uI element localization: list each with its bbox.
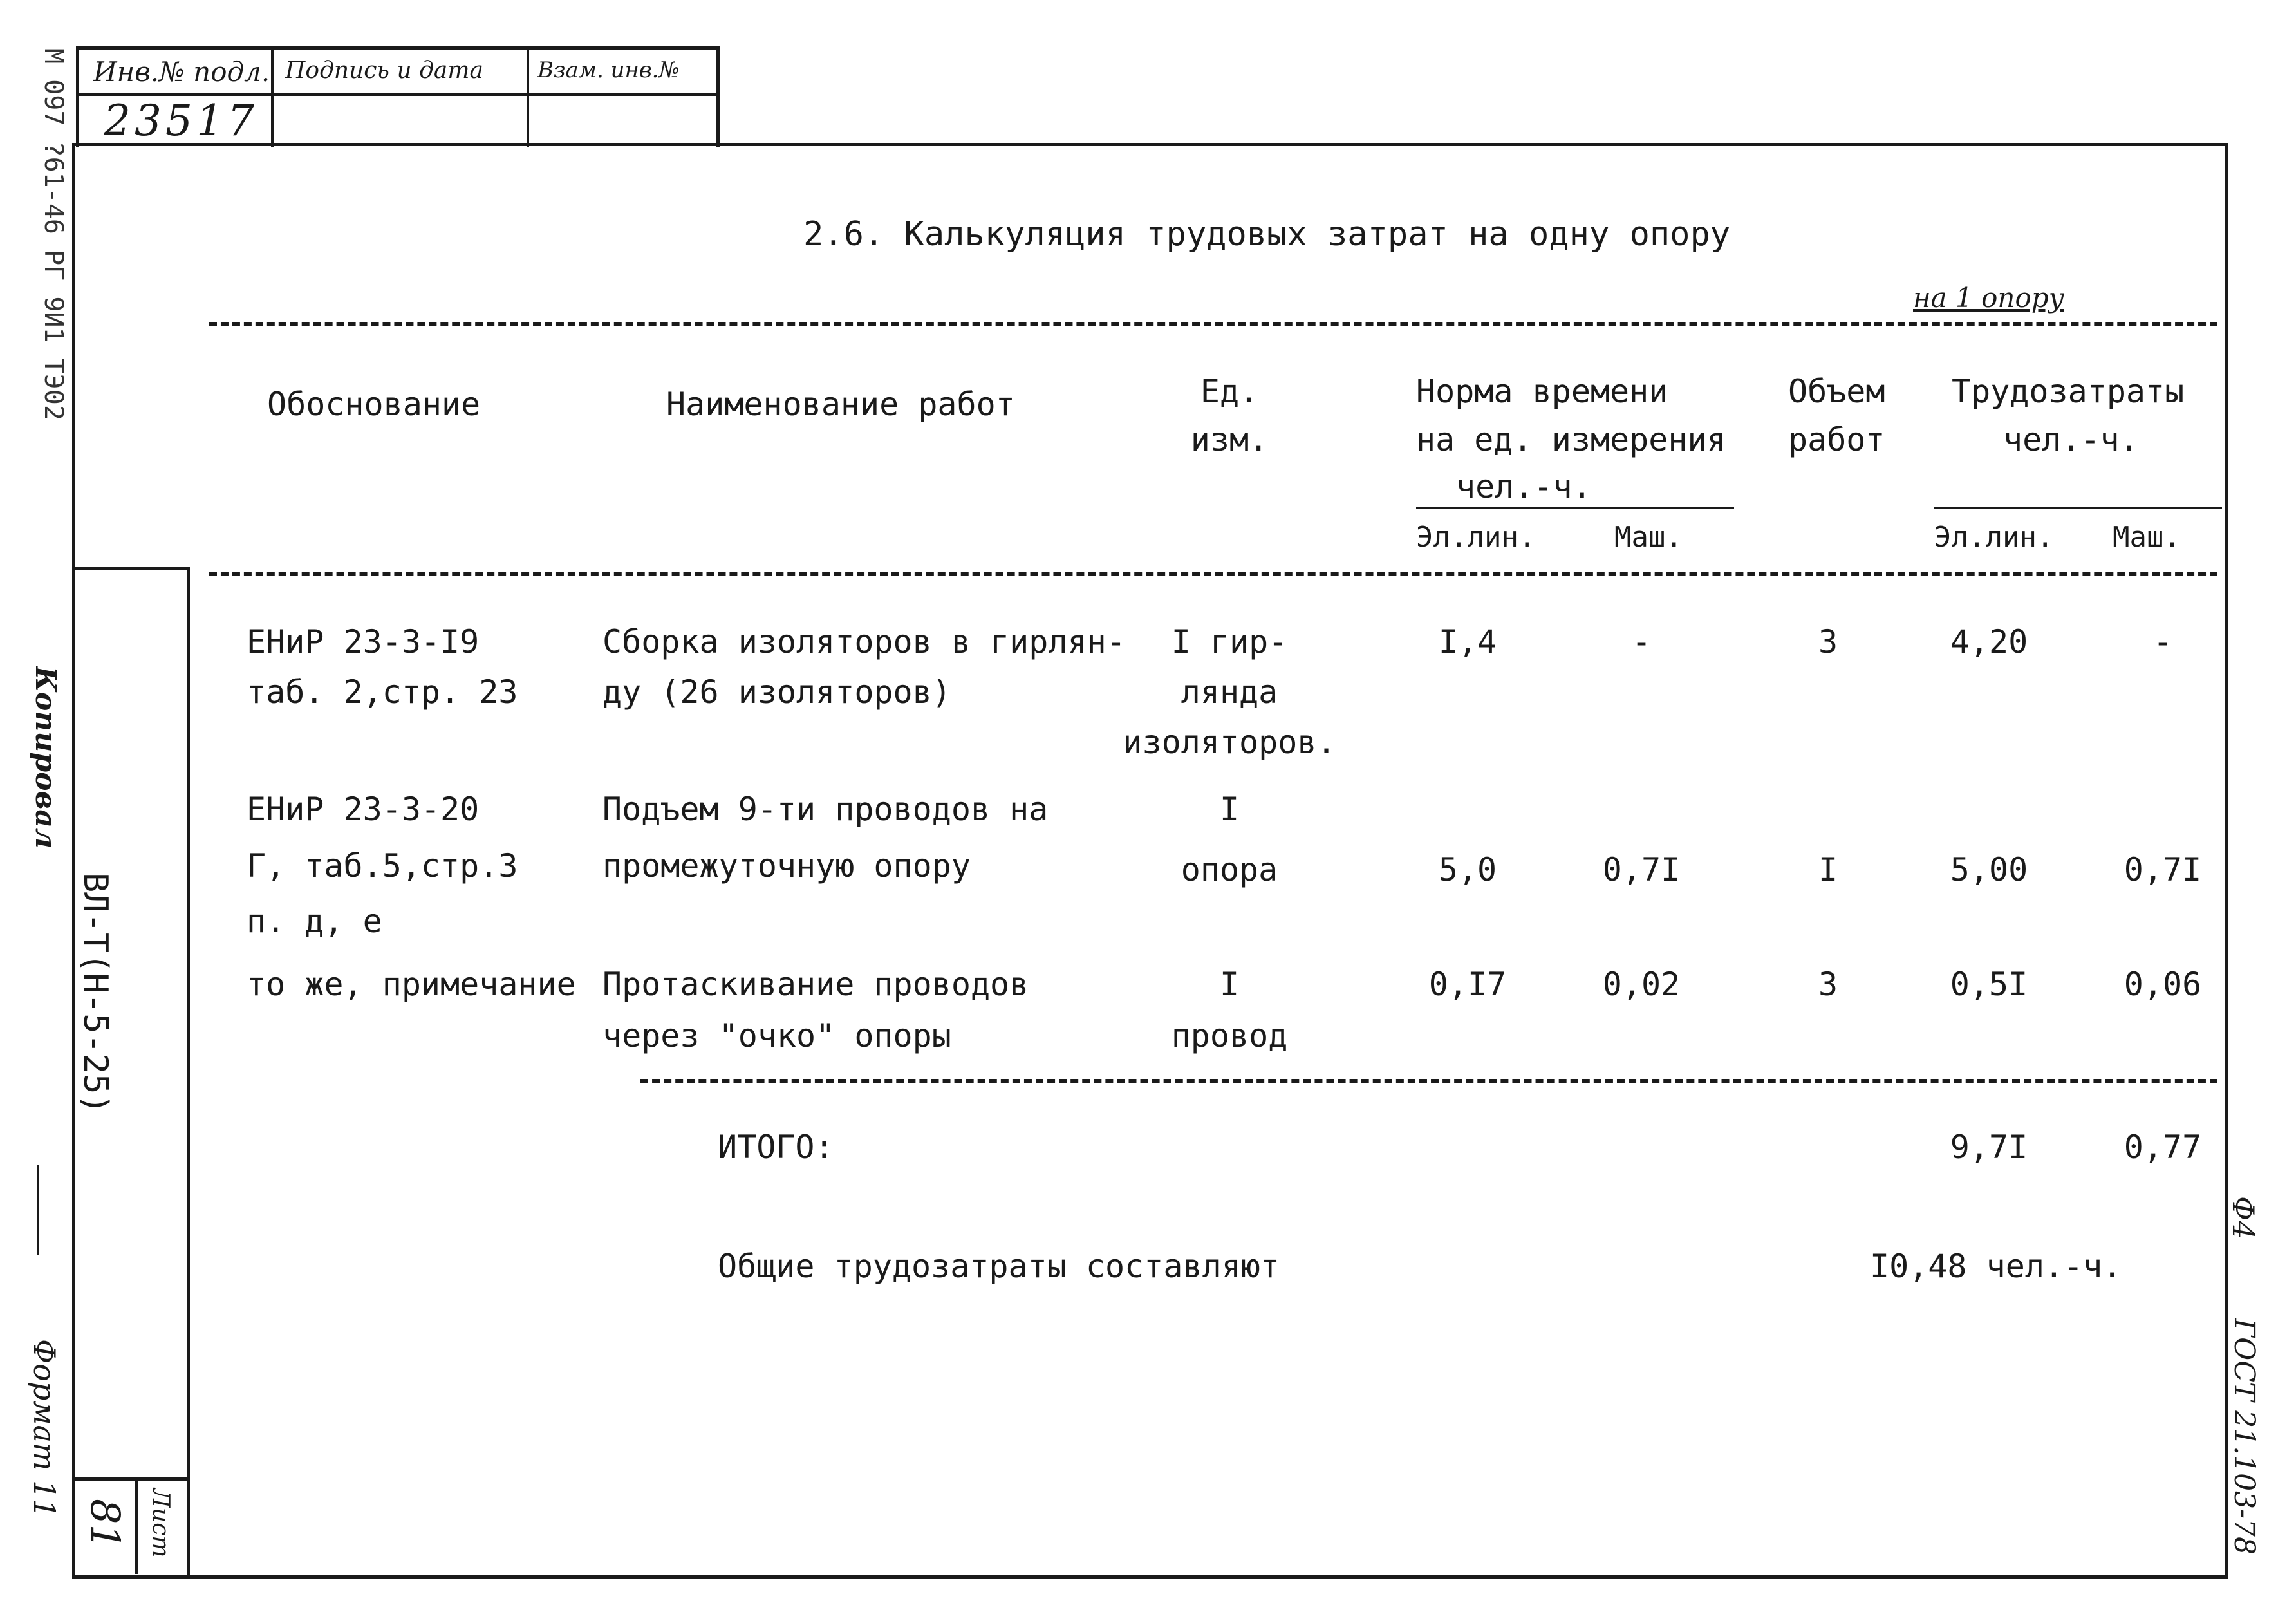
total-el: 9,7I: [1950, 1129, 2028, 1166]
row2-labor-mash: 0,7I: [2123, 851, 2202, 888]
header-volume-1: Объем: [1788, 373, 1885, 410]
inv-label: Инв.№ подл.: [93, 56, 270, 88]
row3-basis-1: то же, примечание: [247, 966, 576, 1003]
row1-basis-1: ЕНиР 23-3-I9: [247, 623, 480, 661]
row2-unit-1: I: [1219, 791, 1240, 828]
total-label: ИТОГО:: [718, 1129, 834, 1166]
row3-unit-2: провод: [1171, 1017, 1288, 1054]
row1-labor-el: 4,20: [1950, 623, 2028, 661]
header-unit-1: Ед.: [1200, 373, 1259, 410]
sheet-number: 81: [82, 1499, 129, 1550]
row2-norm-el: 5,0: [1438, 851, 1497, 888]
row1-work-1: Сборка изоляторов в гирлян-: [602, 623, 1126, 661]
format-label: Формат 11: [27, 1339, 62, 1518]
handwritten-note: на 1 опору: [1913, 282, 2064, 314]
row3-labor-mash: 0,06: [2123, 966, 2202, 1003]
header-work-name: Наименование работ: [666, 386, 1015, 423]
row2-work-2: промежуточную опору: [602, 847, 971, 885]
row1-basis-2: таб. 2,стр. 23: [247, 673, 518, 711]
row1-volume: 3: [1818, 623, 1838, 661]
doc-code: ВЛ-Т(Н-5-25): [76, 872, 115, 1114]
vzam-label: Взам. инв.№: [537, 57, 680, 83]
header-labor-el-lin: Эл.лин.: [1934, 521, 2054, 554]
row1-work-2: ду (26 изоляторов): [602, 673, 951, 711]
page-title: 2.6. Калькуляция трудовых затрат на одну опору: [803, 215, 1731, 254]
row1-unit-1: I гир-: [1171, 623, 1288, 661]
labor-underline: [1934, 507, 2222, 509]
kopiroval-label: Копировал: [29, 666, 62, 849]
left-margin-tick: [37, 1165, 39, 1255]
inv-number: 23517: [104, 96, 258, 145]
row1-labor-mash: -: [2152, 623, 2173, 661]
row3-work-1: Протаскивание проводов: [602, 966, 1029, 1003]
left-top-code: M 097 ?61-46 РГ 9И1 ТЭ02: [39, 48, 68, 420]
header-labor-2: чел.-ч.: [2003, 421, 2139, 458]
f4-label: Ф4: [2226, 1196, 2261, 1240]
stamp-block: [76, 46, 720, 147]
row2-volume: I: [1818, 851, 1838, 888]
row2-labor-el: 5,00: [1950, 851, 2028, 888]
header-norm-el-lin: Эл.лин.: [1416, 521, 1536, 554]
row2-basis-3: п. д, е: [247, 903, 382, 940]
row3-work-2: через "очко" опоры: [602, 1017, 951, 1054]
row2-work-1: Подъем 9-ти проводов на: [602, 791, 1049, 828]
header-norm-mash: Маш.: [1614, 521, 1683, 554]
row2-norm-mash: 0,7I: [1602, 851, 1681, 888]
sheet-label: Лист: [147, 1488, 174, 1558]
summary-label: Общие трудозатраты составляют: [718, 1248, 1280, 1285]
header-basis: Обоснование: [267, 386, 481, 423]
row2-basis-2: Г, таб.5,стр.3: [247, 847, 518, 885]
gost-label: ГОСТ 21.103-78: [2228, 1318, 2261, 1555]
sheet-cell-split: [135, 1477, 138, 1574]
row3-volume: 3: [1818, 966, 1838, 1003]
total-mash: 0,77: [2123, 1129, 2202, 1166]
row1-norm-el: I,4: [1438, 623, 1497, 661]
sign-label: Подпись и дата: [285, 57, 483, 84]
norm-underline: [1416, 507, 1734, 509]
header-bottom-rule: [209, 572, 2217, 576]
header-top-rule: [209, 322, 2217, 326]
header-norm-3: чел.-ч.: [1456, 468, 1592, 505]
row3-norm-mash: 0,02: [1602, 966, 1681, 1003]
header-norm-2: на ед. измерения: [1416, 421, 1726, 458]
row3-unit-1: I: [1219, 966, 1240, 1003]
row1-norm-mash: -: [1631, 623, 1652, 661]
row1-unit-2: лянда: [1181, 673, 1278, 711]
header-volume-2: работ: [1788, 421, 1885, 458]
header-unit-2: изм.: [1190, 421, 1269, 458]
summary-value: I0,48 чел.-ч.: [1870, 1248, 2122, 1285]
header-norm-1: Норма времени: [1416, 373, 1668, 410]
row3-labor-el: 0,5I: [1950, 966, 2028, 1003]
header-labor-mash: Маш.: [2113, 521, 2181, 554]
sheet-cell-divider: [72, 1477, 187, 1481]
row1-unit-3: изоляторов.: [1123, 724, 1336, 761]
row3-norm-el: 0,I7: [1428, 966, 1507, 1003]
total-rule: [640, 1079, 2217, 1083]
header-labor-1: Трудозатраты: [1952, 373, 2185, 410]
row2-basis-1: ЕНиР 23-3-20: [247, 791, 480, 828]
row2-unit-2: опора: [1181, 851, 1278, 888]
